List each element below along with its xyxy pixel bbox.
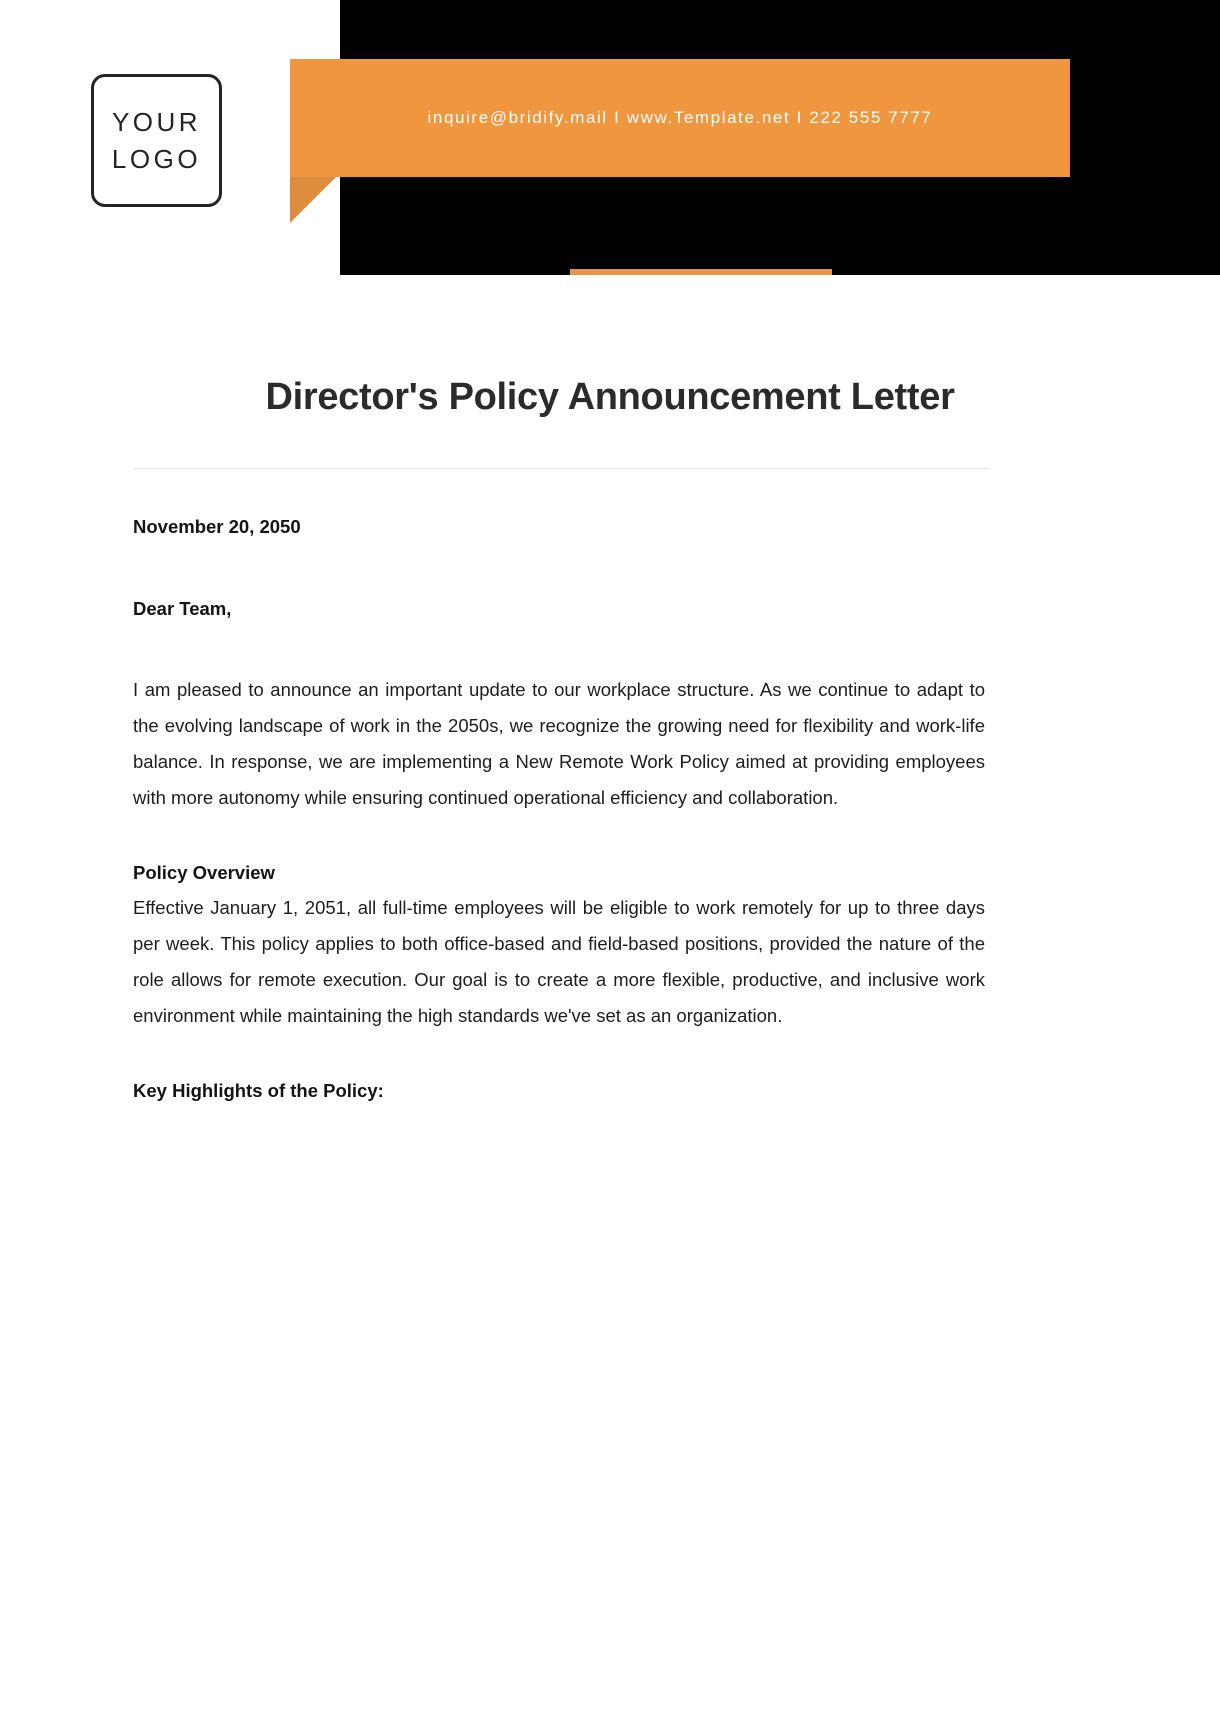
header-banner-fold-triangle: [290, 177, 336, 223]
logo-line-logo: LOGO: [111, 143, 202, 174]
letter-salutation: Dear Team,: [133, 598, 232, 619]
title-divider: [133, 468, 988, 469]
section-body-policy-overview: Effective January 1, 2051, all full-time employees will be eligible to work remotely for up to three days per week. This policy applies to both office-based and field-based positions, provided the nature of the role allows for remote execution. Our goal is to create a more flexible, productive, and inclusive work environment while maintaining the high standards we've set as an organization.: [133, 897, 985, 1026]
intro-paragraph: I am pleased to announce an important update to our workplace structure. As we continue to adapt to the evolving landscape of work in the 2050s, we recognize the growing need for flexibility and work-life balance. In response, we are implementing a New Remote Work Policy aimed at providing employees with more autonomy while ensuring continued operational efficiency and collaboration.: [133, 679, 985, 808]
letter-body: [133, 516, 985, 1108]
logo-line-your: YOUR: [111, 106, 202, 137]
logo-placeholder: [91, 74, 222, 207]
page-title: Director's Policy Announcement Letter: [265, 376, 955, 418]
section-heading-key-highlights: Key Highlights of the Policy:: [133, 1080, 384, 1101]
section-heading-policy-overview: Policy Overview: [133, 862, 275, 883]
contact-info-line: inquire@bridify.mail I www.Template.net I 222 555 7777: [427, 108, 933, 127]
letter-date: November 20, 2050: [133, 516, 301, 537]
header-accent-strip: [570, 269, 832, 275]
